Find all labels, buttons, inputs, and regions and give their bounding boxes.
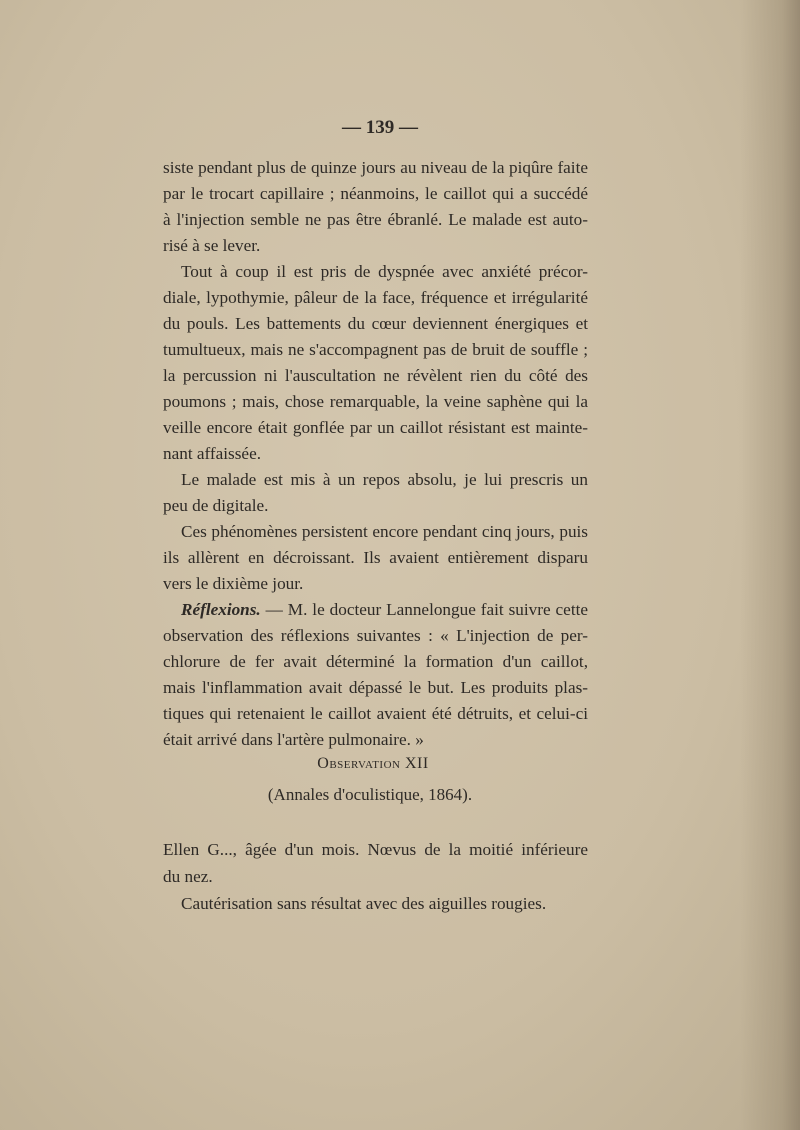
page-edge-shadow [740, 0, 800, 1130]
reflexions-first-rest: — M. le docteur Lannelongue fait suivre cette [260, 600, 588, 619]
text-line: nant affaissée. [163, 444, 261, 463]
observation-title: Observation XII [317, 755, 429, 772]
text-line: ils allèrent en décroissant. Ils avaient entièrement disparu [163, 548, 588, 567]
page-number: — 139 — [342, 117, 418, 138]
text-line: Ces phénomènes persistent encore pendant cinq jours, puis [181, 522, 588, 541]
text-line: Tout à coup il est pris de dyspnée avec anxiété précor- [181, 262, 588, 281]
text-line: peu de digitale. [163, 496, 269, 515]
text-line: siste pendant plus de quinze jours au niveau de la piqûre faite [163, 158, 588, 177]
text-line: veille encore était gonflée par un caillot résistant est mainte- [163, 418, 588, 437]
text-line: à l'injection semble ne pas être ébranlé. Le malade est auto- [163, 210, 588, 229]
reflexions-label: Réflexions. [181, 600, 261, 619]
text-line: chlorure de fer avait déterminé la formation d'un caillot, [163, 652, 588, 671]
text-line: par le trocart capillaire ; néanmoins, le caillot qui a succédé [163, 184, 588, 203]
text-line: tumultueux, mais ne s'accompagnent pas de bruit de souffle ; [163, 340, 588, 359]
text-line: diale, lypothymie, pâleur de la face, fréquence et irrégularité [163, 288, 588, 307]
observation-body [163, 836, 588, 917]
text-line: du pouls. Les battements du cœur deviennent énergiques et [163, 314, 588, 333]
text-line: observation des réflexions suivantes : « L'injection de per- [163, 626, 588, 645]
text-line: tiques qui retenaient le caillot avaient été détruits, et celui-ci [163, 704, 588, 723]
text-line: était arrivé dans l'artère pulmonaire. » [163, 730, 424, 749]
main-text [163, 155, 588, 753]
text-line: du nez. [163, 867, 213, 886]
text-line: vers le dixième jour. [163, 574, 304, 593]
text-line: risé à se lever. [163, 236, 261, 255]
text-line: poumons ; mais, chose remarquable, la veine saphène qui la [163, 392, 588, 411]
observation-source: (Annales d'oculistique, 1864). [267, 785, 473, 804]
text-line: Ellen G..., âgée d'un mois. Nœvus de la moitié inférieure [163, 840, 588, 859]
text-line: la percussion ni l'auscultation ne révèlent rien du côté des [163, 366, 588, 385]
reflexions-first-line [163, 597, 588, 623]
text-line: Le malade est mis à un repos absolu, je lui prescris un [181, 470, 588, 489]
text-line: mais l'inflammation avait dépassé le but. Les produits plas- [163, 678, 588, 697]
text-line: Cautérisation sans résultat avec des aiguilles rougies. [181, 894, 547, 913]
